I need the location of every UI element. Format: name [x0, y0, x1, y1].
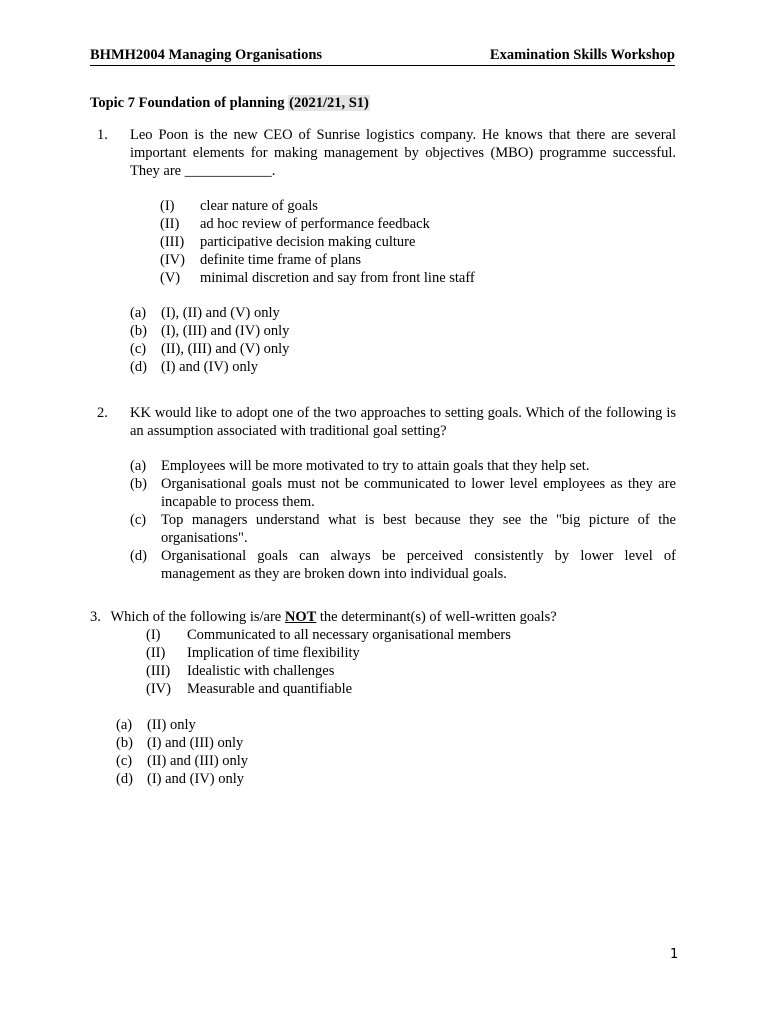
question-2: [90, 404, 676, 583]
question-number: 1.: [97, 127, 108, 143]
option-item: (a) Employees will be more motivated to try to attain goals that they help set.: [130, 458, 590, 474]
statement-item: (II) ad hoc review of performance feedback: [160, 216, 430, 232]
statement-item: (IV) Measurable and quantifiable: [146, 681, 353, 697]
option-list: [130, 457, 676, 583]
statement-item: (V) minimal discretion and say from front line staff: [160, 270, 475, 286]
statement-list: [146, 626, 676, 698]
option-item: (c) Top managers understand what is best because they see the "big picture of the organisations".: [130, 512, 676, 546]
question-1: [90, 126, 676, 376]
statement-list: [160, 197, 676, 287]
question-3: [90, 608, 676, 788]
course-title: BHMH2004 Managing Organisations: [90, 47, 323, 63]
workshop-title: Examination Skills Workshop: [489, 47, 675, 63]
option-item: (a) (I), (II) and (V) only: [130, 305, 280, 321]
statement-item: (III) participative decision making culture: [160, 234, 416, 250]
option-item: (d) (I) and (IV) only: [116, 771, 245, 787]
option-item: (b) Organisational goals must not be communicated to lower level employees as they are incapable to process them.: [130, 476, 676, 510]
question-text: Leo Poon is the new CEO of Sunrise logistics company. He knows that there are several important elements for making management by objectives (MBO) programme successful. They are ____________.: [130, 127, 676, 179]
topic-heading: [90, 94, 370, 112]
page-header: [90, 46, 675, 66]
question-number: 3.: [90, 609, 101, 625]
option-item: (d) (I) and (IV) only: [130, 359, 259, 375]
option-item: (b) (I), (III) and (IV) only: [130, 323, 290, 339]
topic-year-highlight: (2021/21, S1): [289, 95, 369, 111]
statement-item: (I) clear nature of goals: [160, 198, 318, 214]
statement-item: (IV) definite time frame of plans: [160, 252, 362, 268]
option-item: (c) (II), (III) and (V) only: [130, 341, 290, 357]
option-item: (b) (I) and (III) only: [116, 735, 244, 751]
page-number: 1: [670, 947, 679, 962]
question-text: KK would like to adopt one of the two approaches to setting goals. Which of the following is an assumption associated with traditional goal setting?: [130, 405, 676, 439]
question-text: 3. Which of the following is/are NOT the determinant(s) of well-written goals?: [90, 609, 557, 625]
question-number: 2.: [97, 405, 108, 421]
emphasis-not: NOT: [284, 609, 317, 625]
topic-title: Topic 7 Foundation of planning: [90, 95, 289, 111]
statement-item: (II) Implication of time flexibility: [146, 645, 360, 661]
option-item: (d) Organisational goals can always be perceived consistently by lower level of management as they are broken down into individual goals.: [130, 548, 676, 582]
statement-item: (III) Idealistic with challenges: [146, 663, 335, 679]
option-list: [130, 304, 676, 376]
option-item: (c) (II) and (III) only: [116, 753, 249, 769]
option-list: [116, 716, 676, 788]
option-item: (a) (II) only: [116, 717, 196, 733]
statement-item: (I) Communicated to all necessary organisational members: [146, 627, 511, 643]
